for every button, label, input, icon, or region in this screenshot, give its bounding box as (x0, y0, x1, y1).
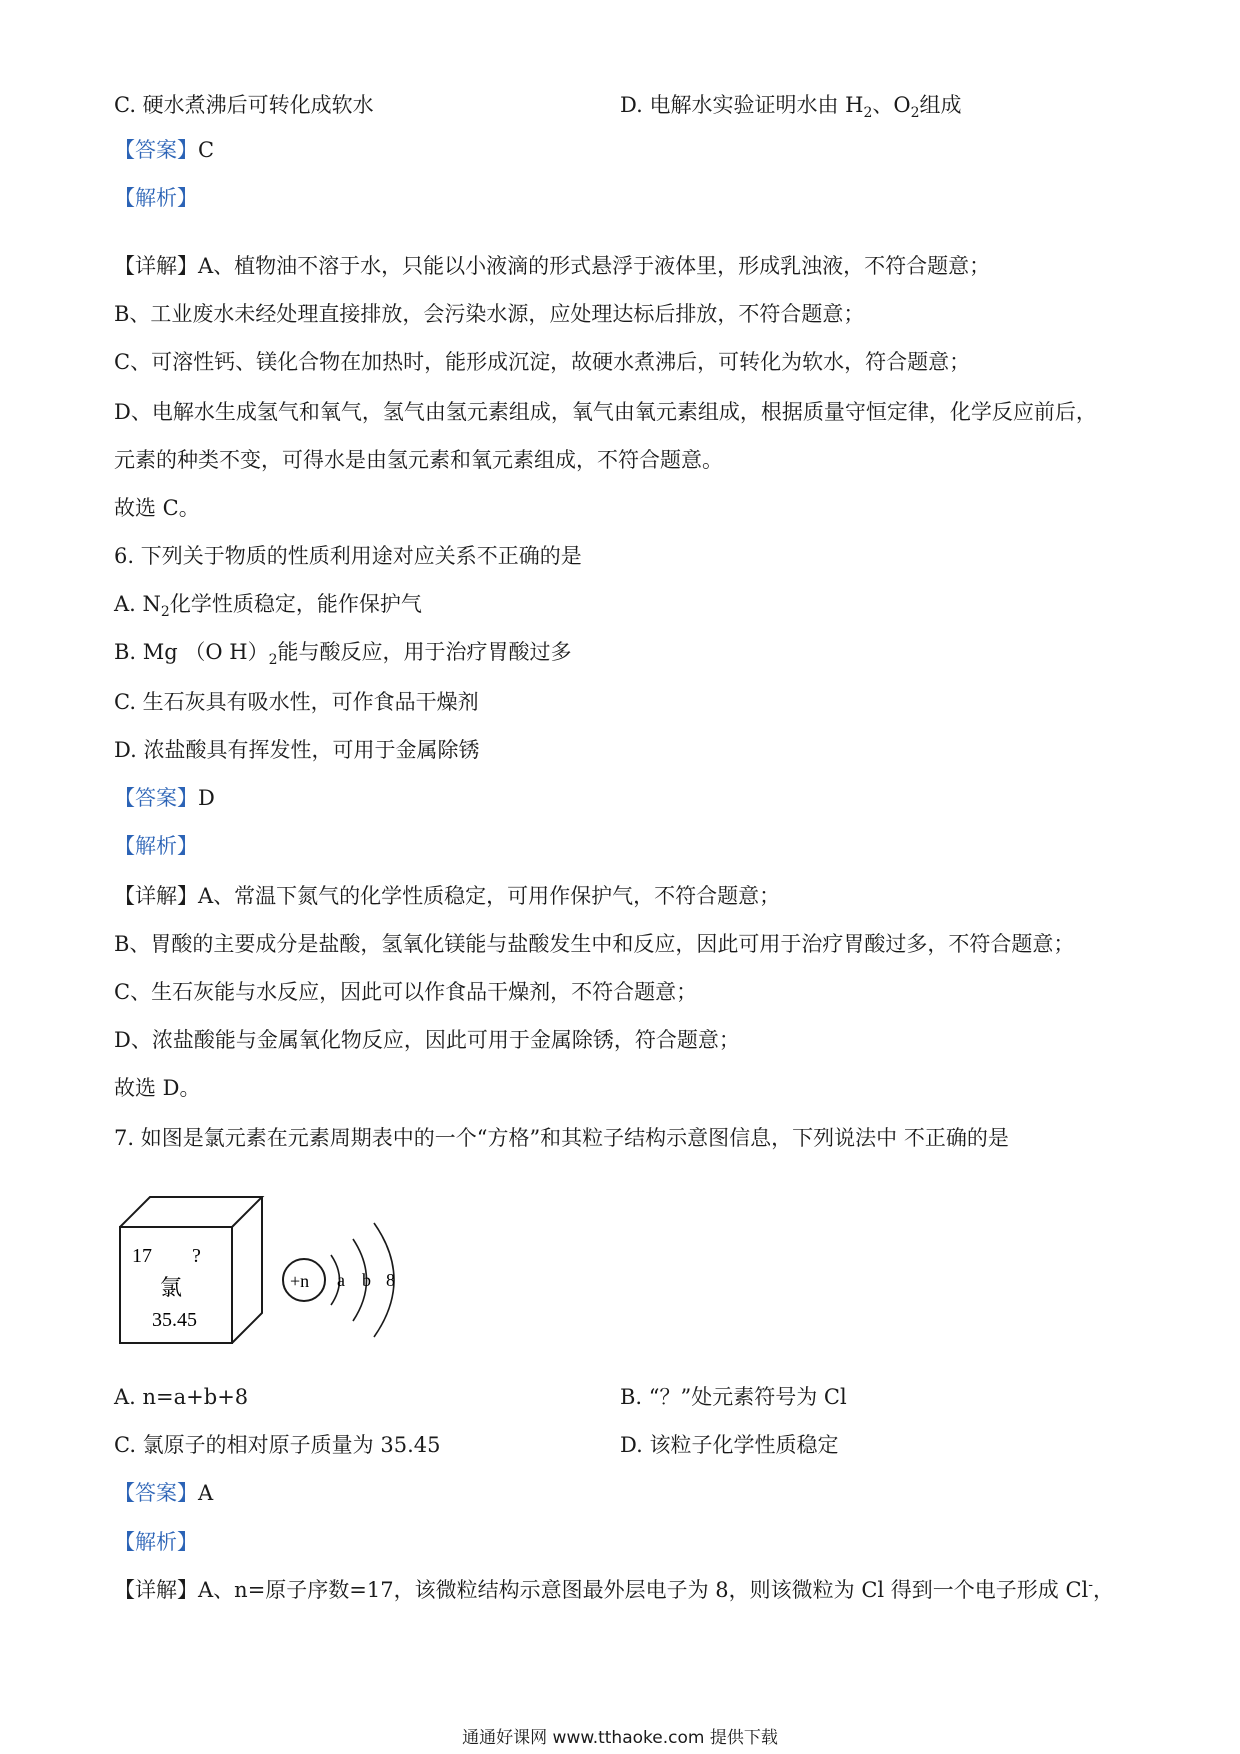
q6-option-a: A. $N_2$化学性质稳定，能作保护气 (114, 592, 422, 621)
answer-tag: 【答案】 (114, 786, 198, 810)
q7-option-c: C. 氯原子的相对原子质量为 35.45 (114, 1433, 441, 1457)
q5-conclusion: 故选 C。 (114, 496, 200, 520)
q6-conclusion: 故选 D。 (114, 1076, 201, 1100)
q5-option-c: C. 硬水煮沸后可转化成软水 (114, 93, 374, 117)
q5-detail-a: 【详解】A、植物油不溶于水，只能以小液滴的形式悬浮于液体里，形成乳浊液，不符合题意； (114, 254, 991, 278)
q7-detail-a: 【详解】A、n=原子序数=17，该微粒结构示意图最外层电子为 8，则该微粒为 Cl 得到一个电子形成 Cl-， (114, 1577, 1114, 1602)
nucleus-charge: +n (290, 1271, 310, 1291)
q6-stem: 6. 下列关于物质的性质利用途对应关系不正确的是 (114, 544, 582, 568)
q5-detail-d1: D、电解水生成氢气和氧气，氢气由氢元素组成，氧气由氧元素组成，根据质量守恒定律，化学反应前后， (114, 400, 1097, 424)
element-name: 氯 (160, 1276, 183, 1301)
q5-option-d: D. 电解水实验证明水由 $H_2$、$O_2$组成 (620, 93, 962, 122)
particle-structure-diagram (283, 1223, 395, 1337)
shell-c-count: 8 (386, 1270, 395, 1290)
element-figure (118, 1195, 408, 1345)
q5-analysis-tag: 【解析】 (114, 186, 198, 210)
q7-stem: 7. 如图是氯元素在元素周期表中的一个“方格”和其粒子结构示意图信息，下列说法中 不正确的是 (114, 1126, 1009, 1150)
q6-option-b: B. Mg （O $H)_2$能与酸反应，用于治疗胃酸过多 (114, 640, 572, 669)
page-footer: 通通好课网 www.tthaoke.com 提供下载 (462, 1728, 778, 1748)
q7-option-d: D. 该粒子化学性质稳定 (620, 1433, 839, 1457)
answer-tag: 【答案】 (114, 1481, 198, 1505)
element-symbol: ? (192, 1245, 201, 1267)
answer-tag: 【答案】 (114, 138, 198, 162)
q5-detail-c: C、可溶性钙、镁化合物在加热时，能形成沉淀，故硬水煮沸后，可转化为软水，符合题意； (114, 350, 971, 374)
shell-b-count: b (362, 1270, 371, 1290)
q7-option-a: A. n=a+b+8 (114, 1385, 249, 1409)
q5-answer: 【答案】C (114, 138, 215, 162)
shell-a-count: a (337, 1270, 345, 1290)
atomic-number: 17 (132, 1245, 152, 1267)
q6-detail-d: D、浓盐酸能与金属氧化物反应，因此可用于金属除锈，符合题意； (114, 1028, 740, 1052)
q5-detail-d2: 元素的种类不变，可得水是由氢元素和氧元素组成，不符合题意。 (114, 448, 723, 472)
q7-analysis-tag: 【解析】 (114, 1530, 198, 1554)
q6-option-d: D. 浓盐酸具有挥发性，可用于金属除锈 (114, 738, 480, 762)
q6-analysis-tag: 【解析】 (114, 834, 198, 858)
q6-detail-b: B、胃酸的主要成分是盐酸，氢氧化镁能与盐酸发生中和反应，因此可用于治疗胃酸过多，不符合题意； (114, 932, 1075, 956)
q7-option-b: B. “？”处元素符号为 Cl (620, 1385, 847, 1409)
q7-answer: 【答案】A (114, 1481, 214, 1505)
q6-detail-a: 【详解】A、常温下氮气的化学性质稳定，可用作保护气，不符合题意； (114, 884, 781, 908)
q6-detail-c: C、生石灰能与水反应，因此可以作食品干燥剂，不符合题意； (114, 980, 698, 1004)
atomic-mass: 35.45 (152, 1309, 197, 1331)
q6-option-c: C. 生石灰具有吸水性，可作食品干燥剂 (114, 690, 479, 714)
q5-detail-b: B、工业废水未经处理直接排放，会污染水源，应处理达标后排放，不符合题意； (114, 302, 865, 326)
q6-answer: 【答案】D (114, 786, 215, 810)
